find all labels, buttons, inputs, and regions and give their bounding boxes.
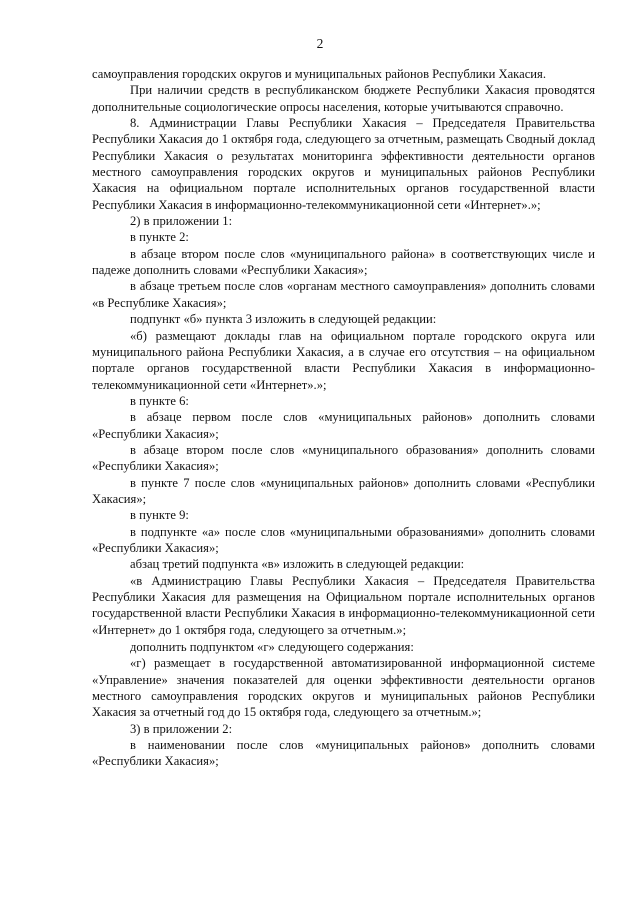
paragraph-appendix-2: 3) в приложении 2: [130,721,233,736]
document-body [92,66,595,770]
paragraph-sociological-surveys: При наличии средств в республиканском бюджете Республики Хакасия проводятся дополнительные социологические опросы населения, которые учитываются справочно. [92,83,595,114]
paragraph-point-9-v-text: «в Администрацию Главы Республики Хакасия – Председателя Правительства Республики Хакасия для размещения на Официальном портале исполнительных органов государственной власти Республики Хакасия в информационно-телекоммуникационной сети «Интернет» до 1 октября года, следующего за отчетным.»; [92,573,595,637]
paragraph-point-9: в пункте 9: [130,508,189,523]
paragraph-point-3-b-text: «б) размещают доклады глав на официальном портале городского округа или муниципального района Республики Хакасия, а в случае его отсутствия – на официальном портале органов государственной власти Республики Хакасия в информационно-телекоммуникационной сети «Интернет».»; [92,328,595,392]
paragraph-point-9-g-text: «г) размещает в государственной автоматизированной информационной системе «Управление» значения показателей для оценки эффективности деятельности органов местного самоуправления городских округов и муниципальных районов Республики Хакасия за отчетный год до 15 октября года, следующего за отчетным.»; [92,656,595,720]
paragraph-item-8: 8. Администрации Главы Республики Хакасия – Председателя Правительства Республики Хакасия до 1 октября года, следующего за отчетным, размещать Сводный доклад Республики Хакасия о результатах мониторинга эффективности деятельности органов местного самоуправления городских округов и муниципальных районов Республики Хакасия на официальном портале исполнительных органов государственной власти Республики Хакасия в информационно-телекоммуникационной сети «Интернет».»; [92,116,595,212]
paragraph-point-9-g: дополнить подпунктом «г» следующего содержания: [130,640,414,655]
paragraph-point-6-second: в абзаце втором после слов «муниципального образования» дополнить словами «Республики Хакасия»; [92,442,595,474]
paragraph-continuation: самоуправления городских округов и муниципальных районов Республики Хакасия. [92,67,546,81]
page-number: 2 [316,36,324,51]
paragraph-point-2-second: в абзаце втором после слов «муниципального района» в соответствующих числе и падеже дополнить словами «Республики Хакасия»; [92,246,595,278]
paragraph-point-7: в пункте 7 после слов «муниципальных районов» дополнить словами «Республики Хакасия»; [92,475,595,506]
paragraph-appendix-2-title: в наименовании после слов «муниципальных районов» дополнить словами «Республики Хакасия»; [92,738,595,769]
paragraph-point-3-b: подпункт «б» пункта 3 изложить в следующей редакции: [130,312,437,327]
paragraph-point-6: в пункте 6: [130,393,189,408]
paragraph-point-2-third: в абзаце третьем после слов «органам местного самоуправления» дополнить словами «в Республике Хакасия»; [92,279,595,310]
paragraph-point-9-a: в подпункте «а» после слов «муниципальными образованиями» дополнить словами «Республики Хакасия»; [92,524,595,555]
paragraph-point-9-v: абзац третий подпункта «в» изложить в следующей редакции: [130,557,465,572]
paragraph-appendix-1: 2) в приложении 1: [130,214,233,229]
paragraph-point-6-first: в абзаце первом после слов «муниципальных районов» дополнить словами «Республики Хакасия»; [92,410,595,441]
paragraph-point-2: в пункте 2: [130,230,189,245]
